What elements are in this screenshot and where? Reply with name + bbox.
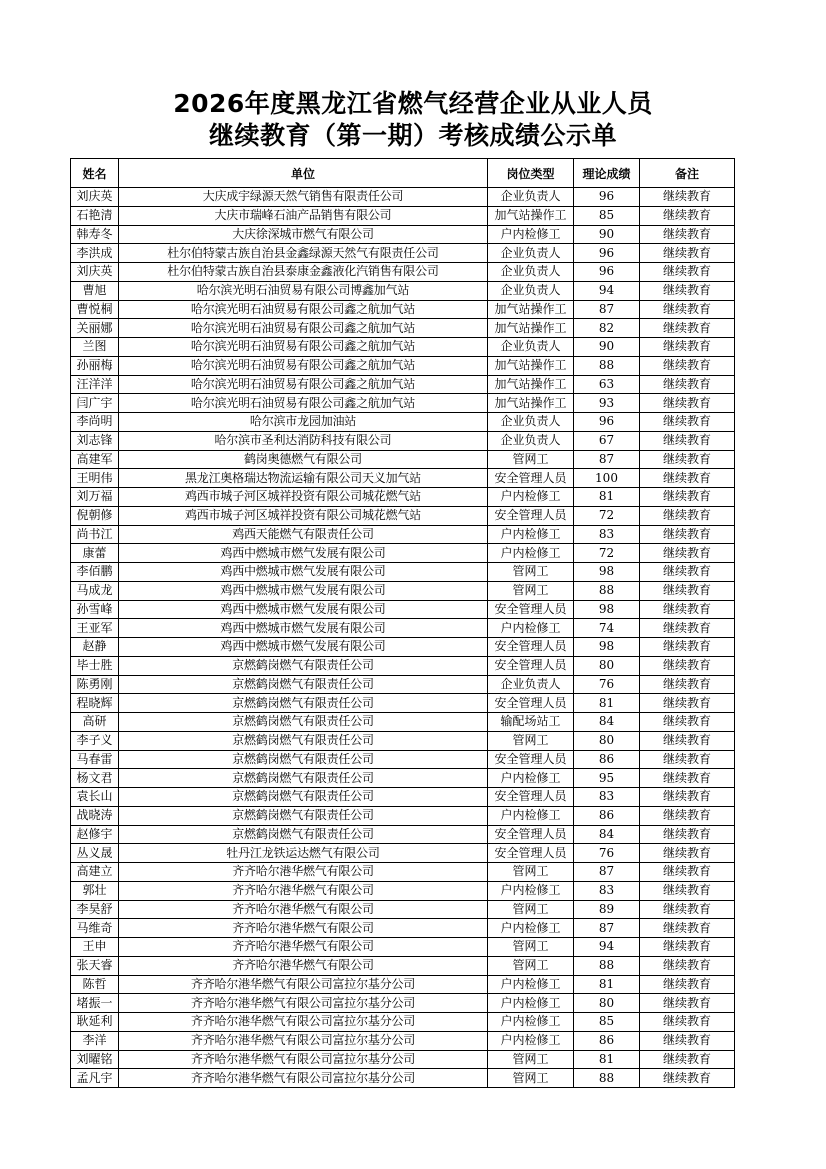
header-position-type: 岗位类型	[488, 159, 574, 188]
cell-name: 马维奇	[71, 919, 119, 938]
cell-remark: 继续教育	[640, 600, 735, 619]
cell-name: 李子义	[71, 731, 119, 750]
cell-name: 陈哲	[71, 975, 119, 994]
table-row	[71, 900, 735, 919]
table-row	[71, 788, 735, 807]
cell-name: 王明伟	[71, 469, 119, 488]
cell-name: 程晓辉	[71, 694, 119, 713]
cell-score: 96	[574, 413, 640, 432]
cell-position-type: 户内检修工	[488, 1031, 574, 1050]
cell-remark: 继续教育	[640, 1069, 735, 1088]
cell-position-type: 户内检修工	[488, 975, 574, 994]
table-row	[71, 881, 735, 900]
cell-score: 94	[574, 281, 640, 300]
cell-unit: 齐齐哈尔港华燃气有限公司	[119, 863, 488, 882]
cell-score: 86	[574, 806, 640, 825]
cell-position-type: 安全管理人员	[488, 844, 574, 863]
cell-remark: 继续教育	[640, 919, 735, 938]
cell-score: 98	[574, 563, 640, 582]
cell-position-type: 企业负责人	[488, 413, 574, 432]
cell-score: 85	[574, 1013, 640, 1032]
cell-unit: 哈尔滨光明石油贸易有限公司鑫之航加气站	[119, 356, 488, 375]
table-row	[71, 806, 735, 825]
cell-remark: 继续教育	[640, 694, 735, 713]
table-row	[71, 731, 735, 750]
table-row	[71, 563, 735, 582]
table-row	[71, 338, 735, 357]
table-row	[71, 581, 735, 600]
cell-remark: 继续教育	[640, 581, 735, 600]
cell-unit: 大庆徐深城市燃气有限公司	[119, 225, 488, 244]
cell-unit: 鸡西市城子河区城祥投资有限公司城花燃气站	[119, 506, 488, 525]
table-row	[71, 994, 735, 1013]
cell-score: 67	[574, 431, 640, 450]
cell-position-type: 管网工	[488, 900, 574, 919]
cell-unit: 齐齐哈尔港华燃气有限公司	[119, 919, 488, 938]
cell-unit: 鹤岗奥德燃气有限公司	[119, 450, 488, 469]
cell-remark: 继续教育	[640, 825, 735, 844]
cell-name: 丛义晟	[71, 844, 119, 863]
cell-position-type: 安全管理人员	[488, 750, 574, 769]
table-row	[71, 225, 735, 244]
cell-score: 76	[574, 675, 640, 694]
cell-unit: 京燃鹤岗燃气有限责任公司	[119, 788, 488, 807]
cell-unit: 京燃鹤岗燃气有限责任公司	[119, 769, 488, 788]
cell-score: 81	[574, 1050, 640, 1069]
cell-score: 89	[574, 900, 640, 919]
cell-unit: 齐齐哈尔港华燃气有限公司富拉尔基分公司	[119, 1050, 488, 1069]
cell-position-type: 安全管理人员	[488, 825, 574, 844]
cell-score: 87	[574, 919, 640, 938]
cell-name: 孙丽梅	[71, 356, 119, 375]
table-row	[71, 356, 735, 375]
cell-score: 81	[574, 488, 640, 507]
table-row	[71, 1069, 735, 1088]
cell-remark: 继续教育	[640, 675, 735, 694]
cell-score: 98	[574, 600, 640, 619]
cell-position-type: 管网工	[488, 938, 574, 957]
cell-score: 76	[574, 844, 640, 863]
cell-name: 尚书江	[71, 525, 119, 544]
cell-position-type: 企业负责人	[488, 244, 574, 263]
cell-name: 闫广宇	[71, 394, 119, 413]
cell-name: 曹旭	[71, 281, 119, 300]
cell-remark: 继续教育	[640, 488, 735, 507]
table-row	[71, 188, 735, 207]
page-title-line1: 2026年度黑龙江省燃气经营企业从业人员	[173, 89, 653, 118]
cell-score: 84	[574, 713, 640, 732]
cell-position-type: 安全管理人员	[488, 694, 574, 713]
cell-position-type: 管网工	[488, 450, 574, 469]
cell-unit: 鸡西市城子河区城祥投资有限公司城花燃气站	[119, 488, 488, 507]
table-row	[71, 525, 735, 544]
cell-remark: 继续教育	[640, 731, 735, 750]
cell-position-type: 户内检修工	[488, 544, 574, 563]
cell-remark: 继续教育	[640, 375, 735, 394]
table-row	[71, 956, 735, 975]
cell-remark: 继续教育	[640, 994, 735, 1013]
cell-remark: 继续教育	[640, 563, 735, 582]
table-row	[71, 413, 735, 432]
cell-position-type: 加气站操作工	[488, 319, 574, 338]
cell-score: 86	[574, 750, 640, 769]
cell-position-type: 企业负责人	[488, 675, 574, 694]
cell-remark: 继续教育	[640, 206, 735, 225]
cell-position-type: 企业负责人	[488, 263, 574, 282]
cell-name: 陈勇刚	[71, 675, 119, 694]
cell-position-type: 企业负责人	[488, 188, 574, 207]
cell-name: 耿延利	[71, 1013, 119, 1032]
cell-name: 高建军	[71, 450, 119, 469]
table-row	[71, 394, 735, 413]
cell-remark: 继续教育	[640, 881, 735, 900]
cell-unit: 齐齐哈尔港华燃气有限公司富拉尔基分公司	[119, 1013, 488, 1032]
cell-name: 刘志锋	[71, 431, 119, 450]
cell-name: 毕士胜	[71, 656, 119, 675]
cell-score: 88	[574, 1069, 640, 1088]
cell-name: 刘庆英	[71, 188, 119, 207]
cell-unit: 鸡西中燃城市燃气发展有限公司	[119, 638, 488, 657]
cell-name: 李昊舒	[71, 900, 119, 919]
table-row	[71, 825, 735, 844]
cell-remark: 继续教育	[640, 1050, 735, 1069]
cell-score: 74	[574, 619, 640, 638]
table-row	[71, 506, 735, 525]
cell-score: 80	[574, 731, 640, 750]
cell-unit: 京燃鹤岗燃气有限责任公司	[119, 806, 488, 825]
cell-score: 81	[574, 975, 640, 994]
table-row	[71, 319, 735, 338]
cell-score: 94	[574, 938, 640, 957]
cell-score: 85	[574, 206, 640, 225]
cell-score: 87	[574, 863, 640, 882]
cell-name: 马春雷	[71, 750, 119, 769]
cell-position-type: 加气站操作工	[488, 394, 574, 413]
table-row	[71, 769, 735, 788]
table-row	[71, 938, 735, 957]
cell-position-type: 管网工	[488, 1069, 574, 1088]
cell-name: 王亚军	[71, 619, 119, 638]
cell-unit: 大庆市瑞峰石油产品销售有限公司	[119, 206, 488, 225]
table-row	[71, 488, 735, 507]
table-row	[71, 281, 735, 300]
cell-name: 杨文君	[71, 769, 119, 788]
cell-remark: 继续教育	[640, 900, 735, 919]
cell-remark: 继续教育	[640, 1031, 735, 1050]
cell-unit: 鸡西天能燃气有限责任公司	[119, 525, 488, 544]
table-row	[71, 919, 735, 938]
cell-unit: 京燃鹤岗燃气有限责任公司	[119, 731, 488, 750]
cell-name: 高建立	[71, 863, 119, 882]
table-row	[71, 713, 735, 732]
cell-remark: 继续教育	[640, 450, 735, 469]
table-row	[71, 656, 735, 675]
results-table	[70, 158, 735, 1088]
cell-position-type: 安全管理人员	[488, 638, 574, 657]
table-row	[71, 263, 735, 282]
table-row	[71, 300, 735, 319]
cell-unit: 齐齐哈尔港华燃气有限公司富拉尔基分公司	[119, 1031, 488, 1050]
cell-name: 马成龙	[71, 581, 119, 600]
cell-name: 郭壮	[71, 881, 119, 900]
cell-unit: 哈尔滨光明石油贸易有限公司鑫之航加气站	[119, 300, 488, 319]
cell-score: 96	[574, 188, 640, 207]
cell-remark: 继续教育	[640, 844, 735, 863]
cell-score: 84	[574, 825, 640, 844]
cell-remark: 继续教育	[640, 1013, 735, 1032]
cell-position-type: 企业负责人	[488, 281, 574, 300]
cell-score: 96	[574, 244, 640, 263]
cell-name: 张天睿	[71, 956, 119, 975]
cell-score: 72	[574, 544, 640, 563]
cell-score: 86	[574, 1031, 640, 1050]
cell-name: 康蕾	[71, 544, 119, 563]
cell-remark: 继续教育	[640, 188, 735, 207]
cell-remark: 继续教育	[640, 769, 735, 788]
table-row	[71, 544, 735, 563]
cell-score: 83	[574, 881, 640, 900]
page-title-line2: 继续教育（第一期）考核成绩公示单	[208, 121, 617, 150]
cell-name: 刘万福	[71, 488, 119, 507]
table-row	[71, 600, 735, 619]
cell-unit: 哈尔滨光明石油贸易有限公司博鑫加气站	[119, 281, 488, 300]
cell-name: 堵振一	[71, 994, 119, 1013]
cell-position-type: 加气站操作工	[488, 300, 574, 319]
cell-position-type: 户内检修工	[488, 806, 574, 825]
table-row	[71, 975, 735, 994]
cell-name: 赵静	[71, 638, 119, 657]
cell-name: 李尚明	[71, 413, 119, 432]
table-row	[71, 675, 735, 694]
cell-name: 刘庆英	[71, 263, 119, 282]
cell-position-type: 安全管理人员	[488, 469, 574, 488]
cell-remark: 继续教育	[640, 638, 735, 657]
cell-unit: 京燃鹤岗燃气有限责任公司	[119, 656, 488, 675]
cell-score: 90	[574, 225, 640, 244]
table-row	[71, 375, 735, 394]
cell-position-type: 加气站操作工	[488, 356, 574, 375]
cell-name: 关丽娜	[71, 319, 119, 338]
cell-unit: 京燃鹤岗燃气有限责任公司	[119, 675, 488, 694]
cell-score: 80	[574, 656, 640, 675]
table-row	[71, 1031, 735, 1050]
cell-unit: 齐齐哈尔港华燃气有限公司富拉尔基分公司	[119, 1069, 488, 1088]
cell-remark: 继续教育	[640, 544, 735, 563]
table-body	[71, 188, 735, 1088]
cell-unit: 鸡西中燃城市燃气发展有限公司	[119, 600, 488, 619]
cell-score: 87	[574, 450, 640, 469]
cell-name: 赵修宇	[71, 825, 119, 844]
cell-score: 83	[574, 788, 640, 807]
cell-position-type: 户内检修工	[488, 919, 574, 938]
table-row	[71, 1013, 735, 1032]
table-row	[71, 844, 735, 863]
cell-position-type: 户内检修工	[488, 769, 574, 788]
cell-unit: 杜尔伯特蒙古族自治县泰康金鑫液化汽销售有限公司	[119, 263, 488, 282]
cell-position-type: 管网工	[488, 581, 574, 600]
cell-position-type: 安全管理人员	[488, 600, 574, 619]
cell-unit: 杜尔伯特蒙古族自治县金鑫绿源天然气有限责任公司	[119, 244, 488, 263]
table-row	[71, 1050, 735, 1069]
cell-position-type: 户内检修工	[488, 525, 574, 544]
table-row	[71, 469, 735, 488]
cell-position-type: 加气站操作工	[488, 206, 574, 225]
cell-position-type: 企业负责人	[488, 338, 574, 357]
table-row	[71, 863, 735, 882]
cell-unit: 齐齐哈尔港华燃气有限公司富拉尔基分公司	[119, 994, 488, 1013]
cell-unit: 齐齐哈尔港华燃气有限公司	[119, 956, 488, 975]
cell-name: 倪朝修	[71, 506, 119, 525]
cell-remark: 继续教育	[640, 281, 735, 300]
cell-remark: 继续教育	[640, 413, 735, 432]
cell-name: 王申	[71, 938, 119, 957]
cell-remark: 继续教育	[640, 394, 735, 413]
cell-position-type: 企业负责人	[488, 431, 574, 450]
cell-score: 83	[574, 525, 640, 544]
cell-name: 孟凡宇	[71, 1069, 119, 1088]
cell-score: 87	[574, 300, 640, 319]
cell-score: 81	[574, 694, 640, 713]
cell-remark: 继续教育	[640, 356, 735, 375]
cell-position-type: 管网工	[488, 1050, 574, 1069]
cell-name: 兰图	[71, 338, 119, 357]
cell-remark: 继续教育	[640, 469, 735, 488]
cell-position-type: 户内检修工	[488, 488, 574, 507]
cell-unit: 齐齐哈尔港华燃气有限公司	[119, 938, 488, 957]
cell-unit: 齐齐哈尔港华燃气有限公司	[119, 900, 488, 919]
cell-remark: 继续教育	[640, 938, 735, 957]
cell-score: 72	[574, 506, 640, 525]
cell-remark: 继续教育	[640, 263, 735, 282]
cell-score: 88	[574, 581, 640, 600]
cell-score: 82	[574, 319, 640, 338]
cell-position-type: 管网工	[488, 956, 574, 975]
cell-unit: 鸡西中燃城市燃气发展有限公司	[119, 544, 488, 563]
cell-name: 李洋	[71, 1031, 119, 1050]
cell-remark: 继续教育	[640, 225, 735, 244]
header-name: 姓名	[71, 159, 119, 188]
table-row	[71, 694, 735, 713]
cell-remark: 继续教育	[640, 244, 735, 263]
cell-position-type: 户内检修工	[488, 619, 574, 638]
header-unit: 单位	[119, 159, 488, 188]
cell-position-type: 安全管理人员	[488, 506, 574, 525]
cell-position-type: 输配场站工	[488, 713, 574, 732]
cell-position-type: 户内检修工	[488, 994, 574, 1013]
cell-remark: 继续教育	[640, 525, 735, 544]
cell-unit: 哈尔滨光明石油贸易有限公司鑫之航加气站	[119, 338, 488, 357]
cell-unit: 鸡西中燃城市燃气发展有限公司	[119, 581, 488, 600]
cell-unit: 黑龙江奥格瑞达物流运输有限公司天义加气站	[119, 469, 488, 488]
cell-unit: 鸡西中燃城市燃气发展有限公司	[119, 619, 488, 638]
header-remark: 备注	[640, 159, 735, 188]
table-row	[71, 450, 735, 469]
cell-remark: 继续教育	[640, 750, 735, 769]
cell-score: 96	[574, 263, 640, 282]
table-row	[71, 244, 735, 263]
cell-position-type: 管网工	[488, 863, 574, 882]
cell-remark: 继续教育	[640, 319, 735, 338]
cell-name: 高研	[71, 713, 119, 732]
cell-unit: 京燃鹤岗燃气有限责任公司	[119, 825, 488, 844]
cell-name: 曹悦桐	[71, 300, 119, 319]
cell-remark: 继续教育	[640, 619, 735, 638]
cell-unit: 京燃鹤岗燃气有限责任公司	[119, 713, 488, 732]
cell-name: 刘曜铭	[71, 1050, 119, 1069]
cell-remark: 继续教育	[640, 863, 735, 882]
cell-position-type: 户内检修工	[488, 881, 574, 900]
cell-name: 李洪成	[71, 244, 119, 263]
table-row	[71, 431, 735, 450]
cell-unit: 哈尔滨市圣利达消防科技有限公司	[119, 431, 488, 450]
header-score: 理论成绩	[574, 159, 640, 188]
table-row	[71, 750, 735, 769]
cell-unit: 哈尔滨市龙园加油站	[119, 413, 488, 432]
cell-remark: 继续教育	[640, 431, 735, 450]
cell-name: 孙雪峰	[71, 600, 119, 619]
cell-name: 汪洋洋	[71, 375, 119, 394]
cell-unit: 齐齐哈尔港华燃气有限公司	[119, 881, 488, 900]
cell-score: 93	[574, 394, 640, 413]
cell-position-type: 管网工	[488, 731, 574, 750]
cell-unit: 哈尔滨光明石油贸易有限公司鑫之航加气站	[119, 394, 488, 413]
table-row	[71, 619, 735, 638]
cell-score: 88	[574, 356, 640, 375]
cell-unit: 齐齐哈尔港华燃气有限公司富拉尔基分公司	[119, 975, 488, 994]
cell-score: 100	[574, 469, 640, 488]
table-header-row	[71, 159, 735, 188]
cell-score: 90	[574, 338, 640, 357]
cell-remark: 继续教育	[640, 300, 735, 319]
cell-name: 石艳清	[71, 206, 119, 225]
cell-remark: 继续教育	[640, 656, 735, 675]
cell-remark: 继续教育	[640, 506, 735, 525]
cell-unit: 哈尔滨光明石油贸易有限公司鑫之航加气站	[119, 319, 488, 338]
cell-unit: 京燃鹤岗燃气有限责任公司	[119, 694, 488, 713]
cell-score: 95	[574, 769, 640, 788]
cell-remark: 继续教育	[640, 956, 735, 975]
cell-position-type: 安全管理人员	[488, 656, 574, 675]
cell-position-type: 安全管理人员	[488, 788, 574, 807]
table-row	[71, 206, 735, 225]
cell-remark: 继续教育	[640, 338, 735, 357]
cell-unit: 鸡西中燃城市燃气发展有限公司	[119, 563, 488, 582]
cell-position-type: 加气站操作工	[488, 375, 574, 394]
cell-position-type: 户内检修工	[488, 1013, 574, 1032]
cell-unit: 大庆成宇绿源天然气销售有限责任公司	[119, 188, 488, 207]
cell-remark: 继续教育	[640, 713, 735, 732]
cell-remark: 继续教育	[640, 788, 735, 807]
cell-name: 袁长山	[71, 788, 119, 807]
cell-unit: 哈尔滨光明石油贸易有限公司鑫之航加气站	[119, 375, 488, 394]
cell-name: 战晓涛	[71, 806, 119, 825]
cell-unit: 牡丹江龙铁运达燃气有限公司	[119, 844, 488, 863]
cell-score: 80	[574, 994, 640, 1013]
cell-score: 88	[574, 956, 640, 975]
cell-remark: 继续教育	[640, 975, 735, 994]
cell-name: 李佰鹏	[71, 563, 119, 582]
cell-unit: 京燃鹤岗燃气有限责任公司	[119, 750, 488, 769]
cell-score: 98	[574, 638, 640, 657]
cell-remark: 继续教育	[640, 806, 735, 825]
cell-position-type: 管网工	[488, 563, 574, 582]
table-row	[71, 638, 735, 657]
cell-name: 韩寿冬	[71, 225, 119, 244]
cell-position-type: 户内检修工	[488, 225, 574, 244]
cell-score: 63	[574, 375, 640, 394]
